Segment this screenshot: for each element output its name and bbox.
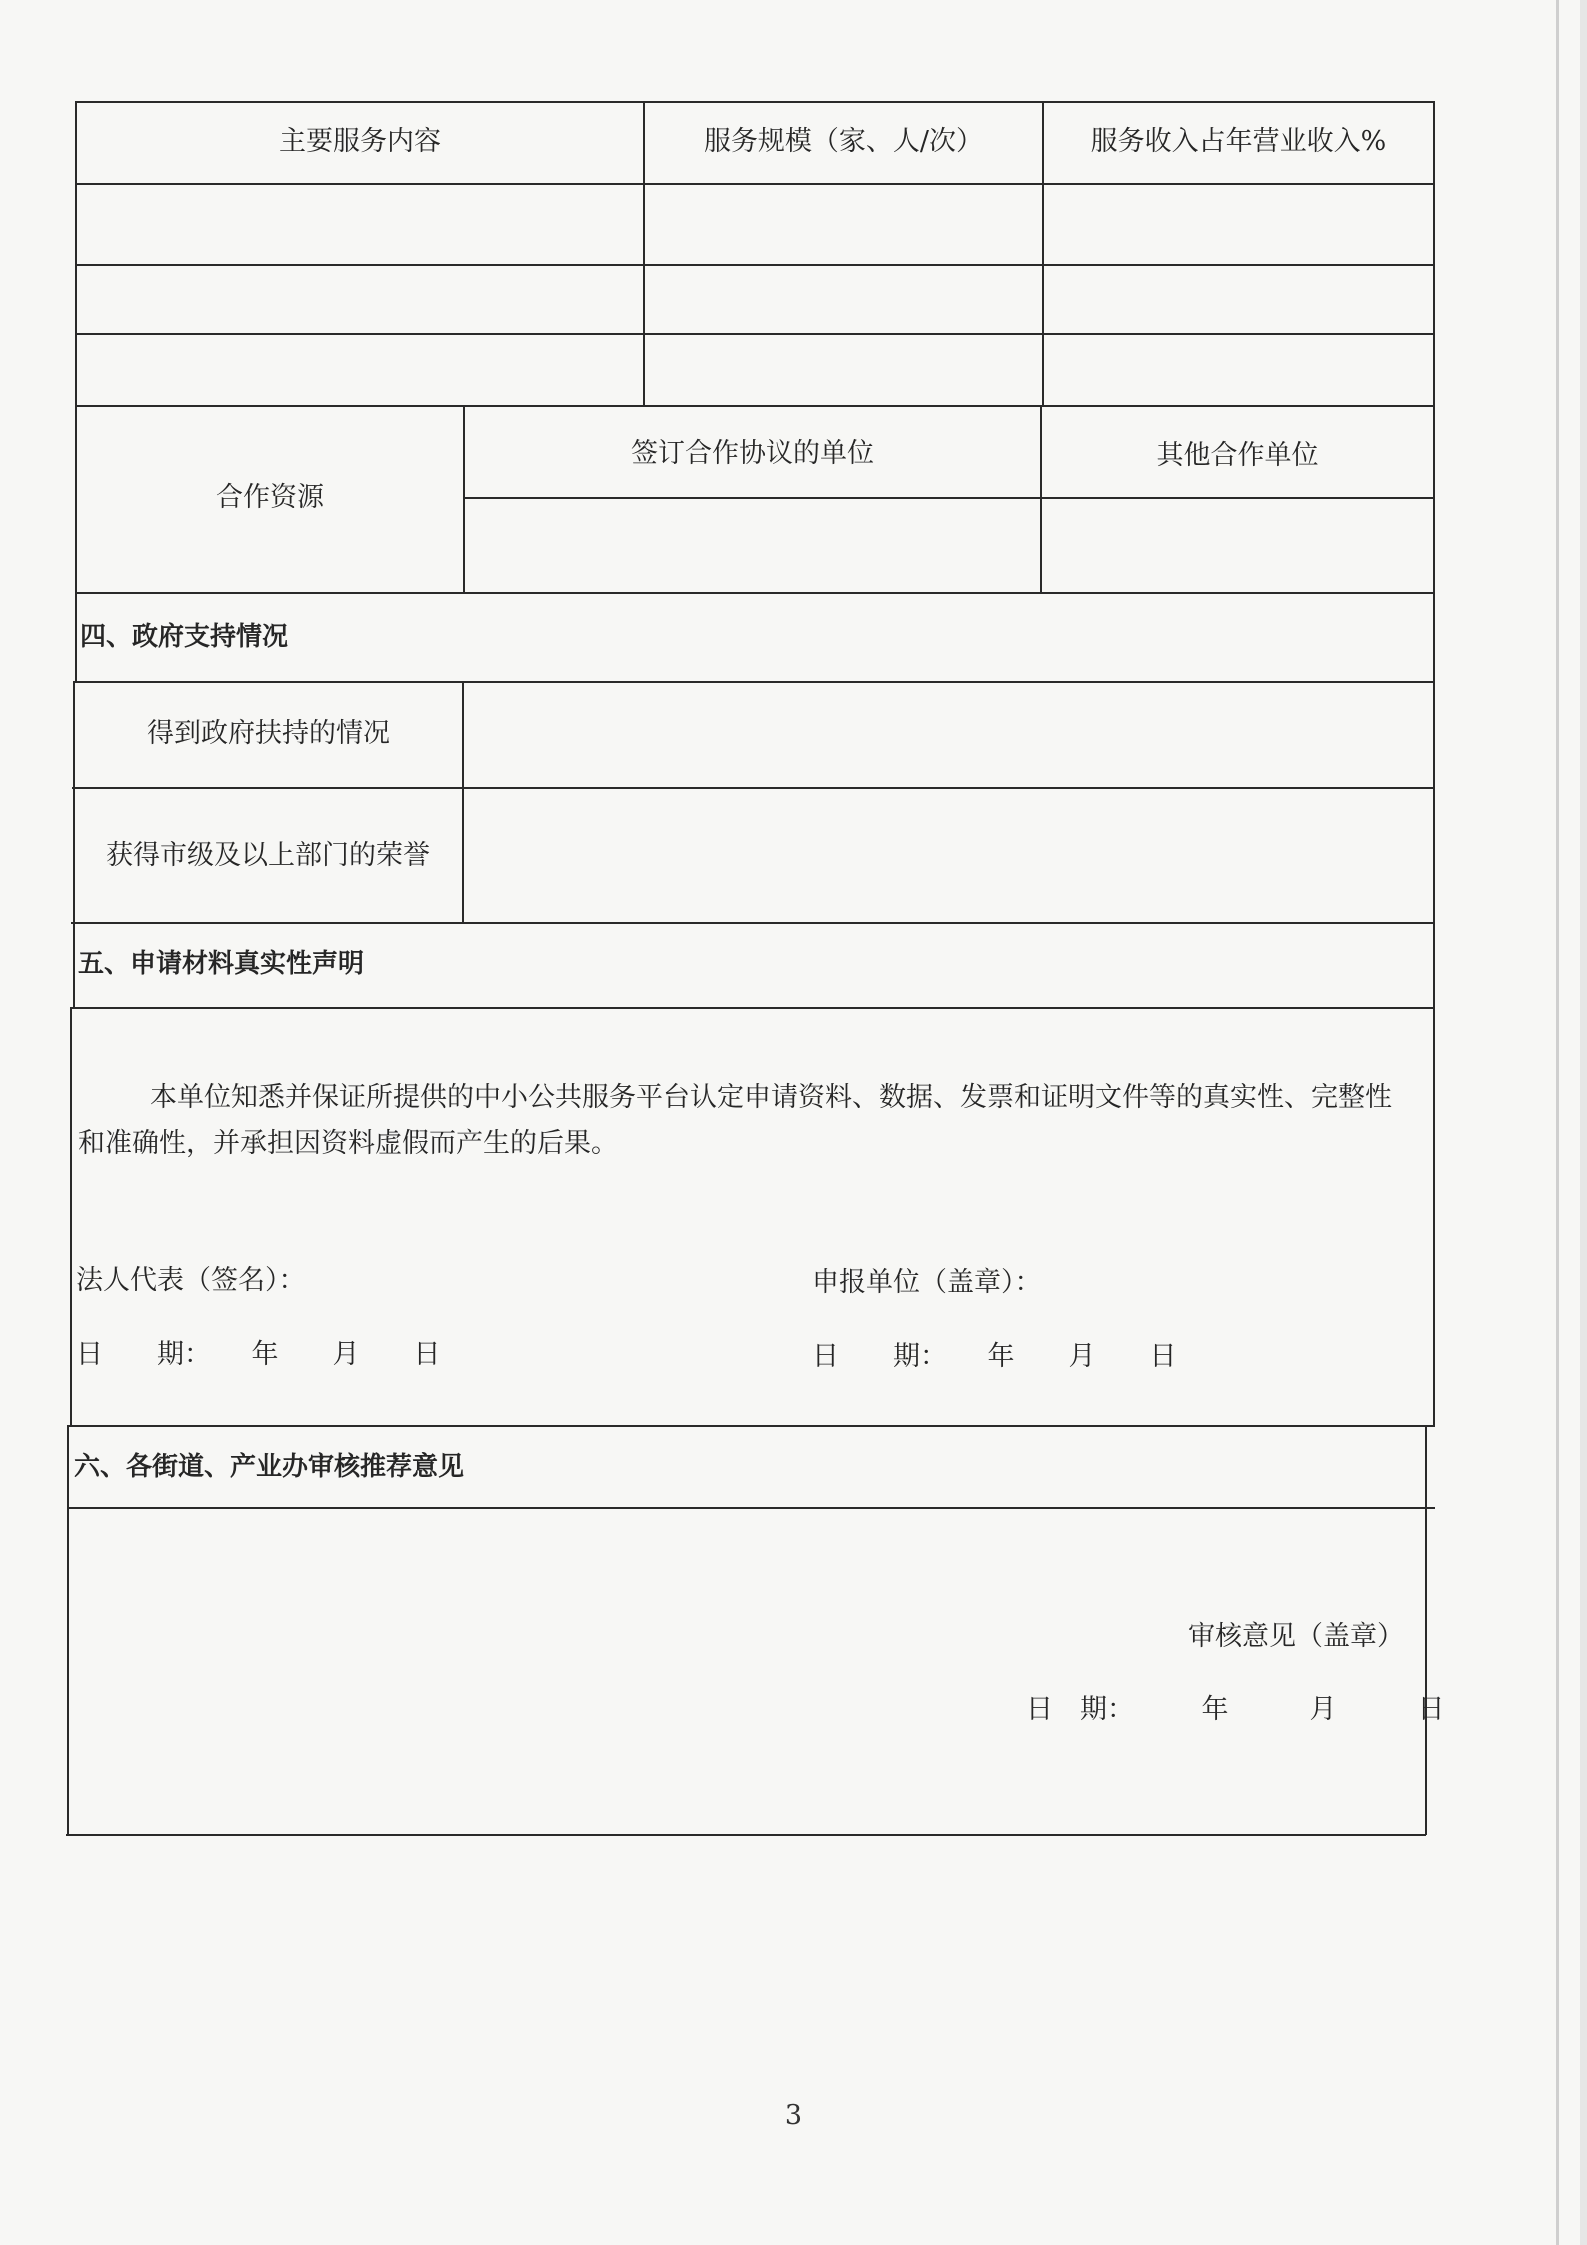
service-row-3-scale[interactable] [645, 335, 1042, 405]
truthfulness-statement [78, 1075, 1418, 1167]
section-6-title: 六、各街道、产业办审核推荐意见 [74, 1452, 465, 1482]
header-other-units: 其他合作单位 [1156, 440, 1319, 471]
applicant-seal-label[interactable]: 申报单位（盖章）： [812, 1267, 1042, 1298]
honor-field[interactable] [464, 789, 1433, 922]
truthfulness-statement-text: 本单位知悉并保证所提供的中小公共服务平台认定申请资料、数据、发票和证明文件等的真实性、完整性和准确性，并承担因资料虚假而产生的后果。 [78, 1082, 1392, 1159]
review-opinion-label[interactable]: 审核意见（盖章） [1188, 1621, 1404, 1652]
page-edge-shadow [1556, 0, 1559, 2245]
service-row-1-content[interactable] [77, 185, 643, 264]
header-signed-units: 签订合作协议的单位 [631, 438, 874, 469]
section-4-title: 四、政府支持情况 [80, 622, 289, 652]
cooperation-label: 合作资源 [216, 482, 324, 513]
section-5-title: 五、申请材料真实性声明 [78, 949, 365, 979]
support-field[interactable] [464, 683, 1433, 787]
legal-rep-signature-label[interactable]: 法人代表（签名）： [76, 1265, 306, 1296]
service-row-1-ratio[interactable] [1044, 185, 1433, 264]
service-row-2-scale[interactable] [645, 266, 1042, 333]
service-row-3-content[interactable] [77, 335, 643, 405]
honor-label: 获得市级及以上部门的荣誉 [106, 840, 430, 871]
page-edge-margin [1580, 0, 1587, 2245]
header-service-scale: 服务规模（家、人/次） [703, 126, 984, 157]
header-service-income-ratio: 服务收入占年营业收入% [1090, 126, 1387, 157]
page-number: 3 [784, 2100, 803, 2131]
header-service-content: 主要服务内容 [279, 126, 441, 157]
date-left[interactable]: 日 期： 年 月 日 [76, 1339, 441, 1370]
review-date[interactable]: 日 期： 年 月 日 [1026, 1694, 1445, 1725]
other-units-field[interactable] [1042, 499, 1433, 592]
service-row-2-ratio[interactable] [1044, 266, 1433, 333]
date-right[interactable]: 日 期： 年 月 日 [812, 1341, 1177, 1372]
service-row-2-content[interactable] [77, 266, 643, 333]
service-row-3-ratio[interactable] [1044, 335, 1433, 405]
support-label: 得到政府扶持的情况 [147, 718, 390, 749]
service-row-1-scale[interactable] [645, 185, 1042, 264]
signed-units-field[interactable] [465, 499, 1040, 592]
